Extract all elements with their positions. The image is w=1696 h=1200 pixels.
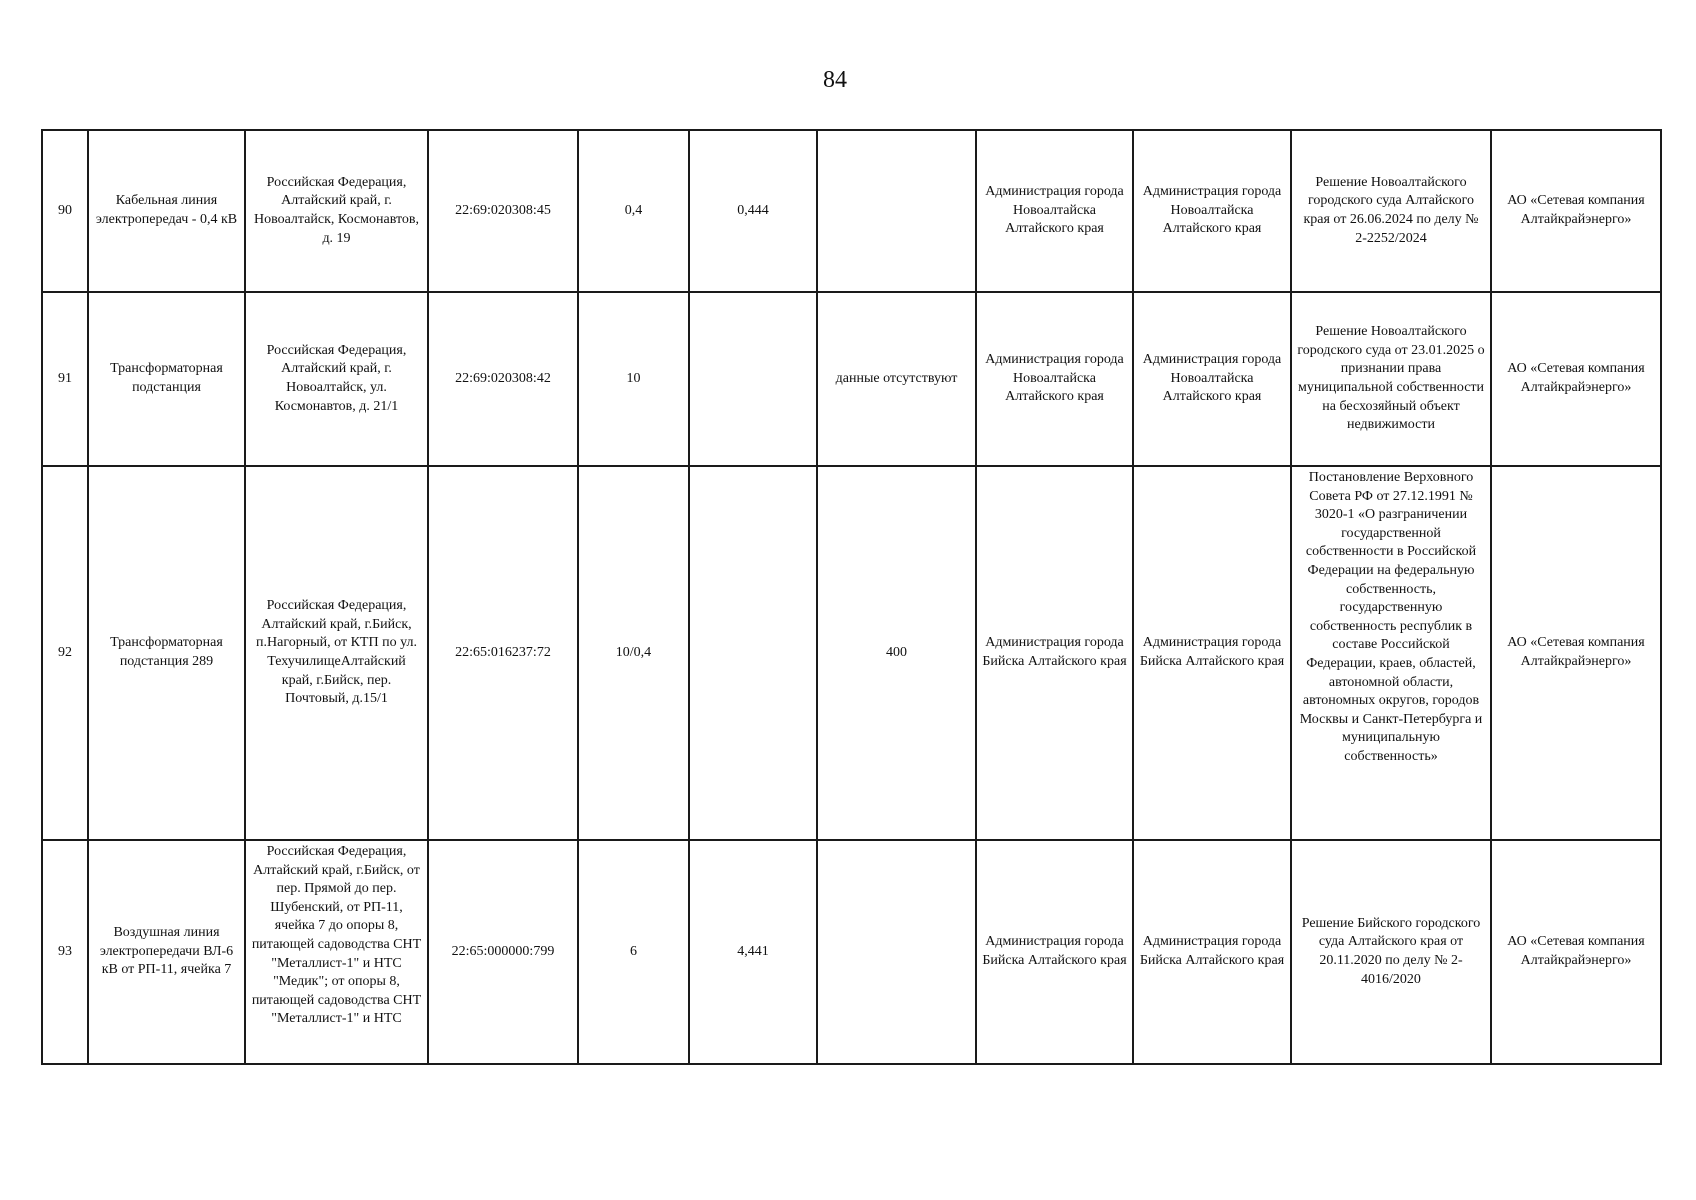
- owner-cell: Администрация города Бийска Алтайского края: [976, 466, 1133, 840]
- voltage-cell: 6: [578, 840, 689, 1064]
- owner-cell: Администрация города Новоалтайска Алтайского края: [976, 292, 1133, 466]
- address-cell: Российская Федерация, Алтайский край, г. Новоалтайск, Космонавтов, д. 19: [245, 130, 428, 292]
- voltage-cell: 10: [578, 292, 689, 466]
- address-cell: Российская Федерация, Алтайский край, г.Бийск, от пер. Прямой до пер. Шубенский, от РП-11, ячейка 7 до опоры 8, питающей садоводства СНТ "Металлист-1" и НТС "Медик"; от опоры 8, питающей садоводства СНТ "Металлист-1" и НТС: [245, 840, 428, 1064]
- property-registry-table: [41, 129, 1662, 1065]
- object-name-cell: Кабельная линия электропередач - 0,4 кВ: [88, 130, 245, 292]
- cadastral-number-cell: 22:69:020308:45: [428, 130, 578, 292]
- table-row: [42, 840, 1661, 1064]
- table-row: [42, 292, 1661, 466]
- length-cell: [689, 292, 817, 466]
- legal-basis-cell: Решение Новоалтайского городского суда от 23.01.2025 о признании права муниципальной собственности на бесхозяйный объект недвижимости: [1291, 292, 1491, 466]
- length-cell: 0,444: [689, 130, 817, 292]
- legal-basis-cell: Постановление Верховного Совета РФ от 27.12.1991 № 3020-1 «О разграничении государственной собственности в Российской Федерации на федеральную собственность, государственную собственность республик в составе Российской Федерации, краев, областей, автономной области, автономных округов, городов Москвы и Санкт-Петербурга и муниципальную собственность»: [1291, 466, 1491, 840]
- cadastral-number-cell: 22:65:016237:72: [428, 466, 578, 840]
- cadastral-number-cell: 22:65:000000:799: [428, 840, 578, 1064]
- owner-cell: Администрация города Новоалтайска Алтайского края: [976, 130, 1133, 292]
- row-number-cell: 92: [42, 466, 88, 840]
- page-number: 84: [823, 67, 847, 93]
- legal-basis-cell: Решение Новоалтайского городского суда Алтайского края от 26.06.2024 по делу № 2-2252/2024: [1291, 130, 1491, 292]
- object-name-cell: Трансформаторная подстанция 289: [88, 466, 245, 840]
- operator-cell: АО «Сетевая компания Алтайкрайэнерго»: [1491, 466, 1661, 840]
- table-row: [42, 466, 1661, 840]
- operator-cell: АО «Сетевая компания Алтайкрайэнерго»: [1491, 292, 1661, 466]
- row-number-cell: 93: [42, 840, 88, 1064]
- length-cell: [689, 466, 817, 840]
- holder-cell: Администрация города Бийска Алтайского края: [1133, 840, 1291, 1064]
- legal-basis-cell: Решение Бийского городского суда Алтайского края от 20.11.2020 по делу № 2-4016/2020: [1291, 840, 1491, 1064]
- length-cell: 4,441: [689, 840, 817, 1064]
- voltage-cell: 10/0,4: [578, 466, 689, 840]
- power-cell: данные отсутствуют: [817, 292, 976, 466]
- holder-cell: Администрация города Новоалтайска Алтайского края: [1133, 292, 1291, 466]
- row-number-cell: 90: [42, 130, 88, 292]
- object-name-cell: Трансформаторная подстанция: [88, 292, 245, 466]
- power-cell: [817, 130, 976, 292]
- table-row: [42, 130, 1661, 292]
- object-name-cell: Воздушная линия электропередачи ВЛ-6 кВ от РП-11, ячейка 7: [88, 840, 245, 1064]
- power-cell: 400: [817, 466, 976, 840]
- operator-cell: АО «Сетевая компания Алтайкрайэнерго»: [1491, 840, 1661, 1064]
- power-cell: [817, 840, 976, 1064]
- operator-cell: АО «Сетевая компания Алтайкрайэнерго»: [1491, 130, 1661, 292]
- address-cell: Российская Федерация, Алтайский край, г.Бийск, п.Нагорный, от КТП по ул. ТехучилищеАлтайский край, г.Бийск, пер. Почтовый, д.15/1: [245, 466, 428, 840]
- row-number-cell: 91: [42, 292, 88, 466]
- cadastral-number-cell: 22:69:020308:42: [428, 292, 578, 466]
- address-cell: Российская Федерация, Алтайский край, г. Новоалтайск, ул. Космонавтов, д. 21/1: [245, 292, 428, 466]
- holder-cell: Администрация города Новоалтайска Алтайского края: [1133, 130, 1291, 292]
- voltage-cell: 0,4: [578, 130, 689, 292]
- holder-cell: Администрация города Бийска Алтайского края: [1133, 466, 1291, 840]
- owner-cell: Администрация города Бийска Алтайского края: [976, 840, 1133, 1064]
